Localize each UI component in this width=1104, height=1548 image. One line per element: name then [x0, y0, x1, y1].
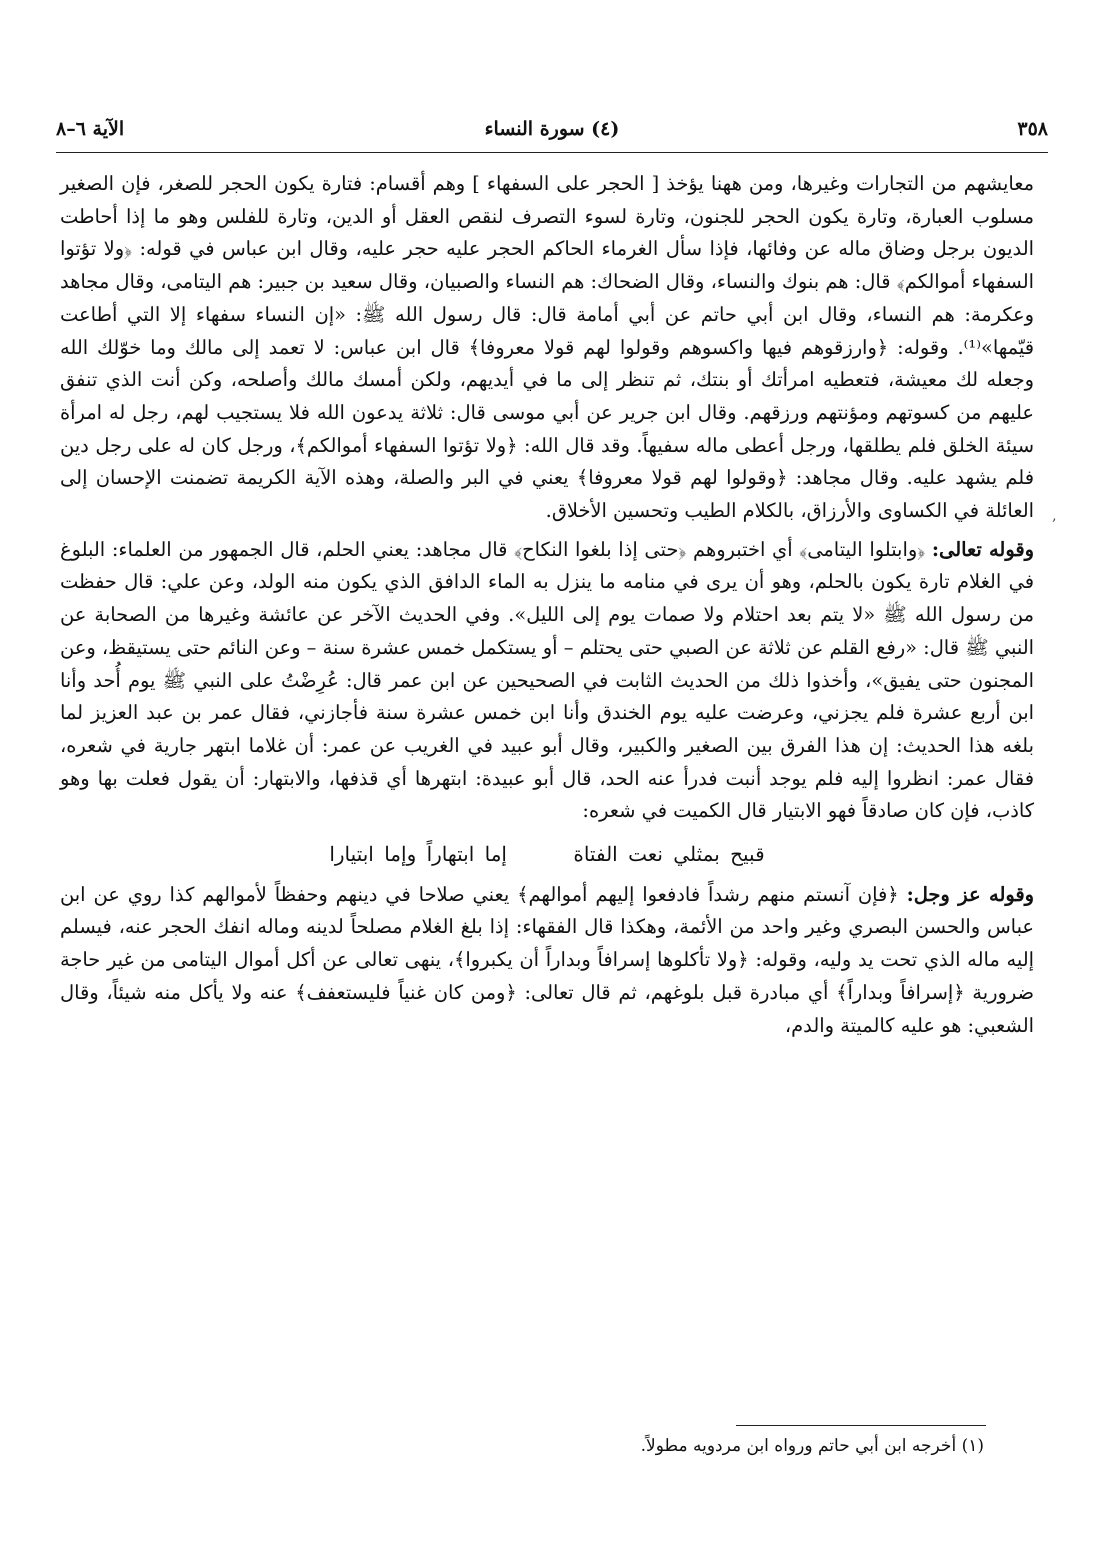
verse-first-hemistich: قبيح بمثلي نعت الفتاة	[573, 842, 765, 867]
paragraph-1-text: معايشهم من التجارات وغيرها، ومن ههنا يؤخذ [ الحجر على السفهاء ] وهم أقسام: فتارة يكون الحجر للصغر، فإن الصغير مسلوب العبارة، وتارة يكون الحجر للجنون، وتارة لسوء التصرف لنقص العقل أو الدين، وتارة للفلس وهو ما إذا أحاطت الديون برجل وضاق ماله عن وفائها، فإذا سأل الغرماء الحاكم الحجر عليه حجر عليه، وقال ابن عباس في قوله: ﴿ولا تؤتوا السفهاء أموالكم﴾ قال: هم بنوك والنساء، وقال الضحاك: هم النساء والصبيان، وقال سعيد بن جبير: هم اليتامى، وقال مجاهد وعكرمة: هم النساء، وقال ابن أبي حاتم عن أبي أمامة قال: قال رسول الله ﷺ: «إن النساء سفهاء إلا التي أطاعت قيّمها»⁽¹⁾. وقوله: ﴿وارزقوهم فيها واكسوهم وقولوا لهم قولا معروفا﴾ قال ابن عباس: لا تعمد إلى مالك وما خوّلك الله وجعله لك معيشة، فتعطيه امرأتك أو بنتك، ثم تنظر إلى ما في أيديهم، ولكن أمسك مالك وأصلحه، وكن أنت الذي تنفق عليهم من كسوتهم ومؤنتهم ورزقهم. وقال ابن جرير عن أبي موسى قال: ثلاثة يدعون الله فلا يستجيب لهم، رجل له امرأة سيئة الخلق فلم يطلقها، ورجل أعطى ماله سفيهاً. وقد قال الله: ﴿ولا تؤتوا السفهاء أموالكم﴾، ورجل كان له على رجل دين فلم يشهد عليه. وقال مجاهد: ﴿وقولوا لهم قولا معروفا﴾ يعني في البر والصلة، وهذه الآية الكريمة تضمنت الإحسان إلى العائلة في الكساوى والأرزاق، بالكلام الطيب وتحسين الأخلاق.	[60, 172, 1034, 523]
paragraph-2-lead: وقوله تعالى:	[931, 537, 1034, 561]
header-rule	[56, 152, 1048, 153]
paragraph-2	[60, 534, 1034, 828]
paragraph-3-lead: وقوله عز وجل:	[906, 882, 1034, 906]
footnote	[120, 1432, 984, 1460]
paragraph-2-text: ﴿وابتلوا اليتامى﴾ أي اختبروهم ﴿حتى إذا بلغوا النكاح﴾ قال مجاهد: يعني الحلم، قال الجمهور من العلماء: البلوغ في الغلام تارة يكون بالحلم، وهو أن يرى في منامه ما ينزل به الماء الدافق الذي يكون منه الولد، وعن علي: قال حفظت من رسول الله ﷺ «لا يتم بعد احتلام ولا صمات يوم إلى الليل». وفي الحديث الآخر عن عائشة وغيرها من الصحابة عن النبي ﷺ قال: «رفع القلم عن ثلاثة عن الصبي حتى يحتلم – أو يستكمل خمس عشرة سنة – وعن النائم حتى يستيقظ، وعن المجنون حتى يفيق»، وأخذوا ذلك من الحديث الثابت في الصحيحين عن ابن عمر قال: عُرِضْتُ على النبي ﷺ يوم أُحد وأنا ابن أربع عشرة فلم يجزني، وعرضت عليه يوم الخندق وأنا ابن خمس عشرة سنة فأجازني، فقال عمر بن عبد العزيز لما بلغه هذا الحديث: إن هذا الفرق بين الصغير والكبير، وقال أبو عبيد في الغريب عن عمر: أن غلاما ابتهر جارية في شعره، فقال عمر: انظروا إليه فلم يوجد أنبت فدرأ عنه الحد، قال أبو عبيدة: ابتهرها أي قذفها، والابتهار: أن يقول فعلت بها وهو كاذب، فإن كان صادقاً فهو الابتيار قال الكميت في شعره:	[60, 537, 1034, 823]
paragraph-1	[60, 168, 1034, 528]
footnote-marker: (١)	[961, 1436, 984, 1456]
running-header	[56, 118, 1048, 148]
surah-title: (٤) سورة النساء	[484, 118, 620, 140]
poetry-verse	[60, 838, 1034, 871]
paragraph-3	[60, 879, 1034, 1043]
main-text	[60, 168, 1034, 1048]
margin-mark: ‚	[1052, 508, 1057, 524]
verse-second-hemistich: إما ابتهاراً وإما ابتيارا	[329, 842, 507, 867]
footnote-text: أخرجه ابن أبي حاتم ورواه ابن مردويه مطولاً.	[640, 1436, 957, 1456]
footnote-rule	[736, 1425, 986, 1426]
paragraph-3-text: ﴿فإن آنستم منهم رشداً فادفعوا إليهم أموالهم﴾ يعني صلاحا في دينهم وحفظاً لأموالهم كذا روي عن ابن عباس والحسن البصري وغير واحد من الأئمة، وهكذا قال الفقهاء: إذا بلغ الغلام مصلحاً لدينه وماله انفك الحجر عنه، فيسلم إليه ماله الذي تحت يد وليه، وقوله: ﴿ولا تأكلوها إسرافاً وبداراً أن يكبروا﴾، ينهى تعالى عن أكل أموال اليتامى من غير حاجة ضرورية ﴿إسرافاً وبداراً﴾ أي مبادرة قبل بلوغهم، ثم قال تعالى: ﴿ومن كان غنياً فليستعفف﴾ عنه ولا يأكل منه شيئاً، وقال الشعبي: هو عليه كالميتة والدم،	[60, 882, 1034, 1037]
ayah-range: الآية ٦–٨	[56, 118, 125, 140]
page-number: ٣٥٨	[1017, 118, 1048, 140]
